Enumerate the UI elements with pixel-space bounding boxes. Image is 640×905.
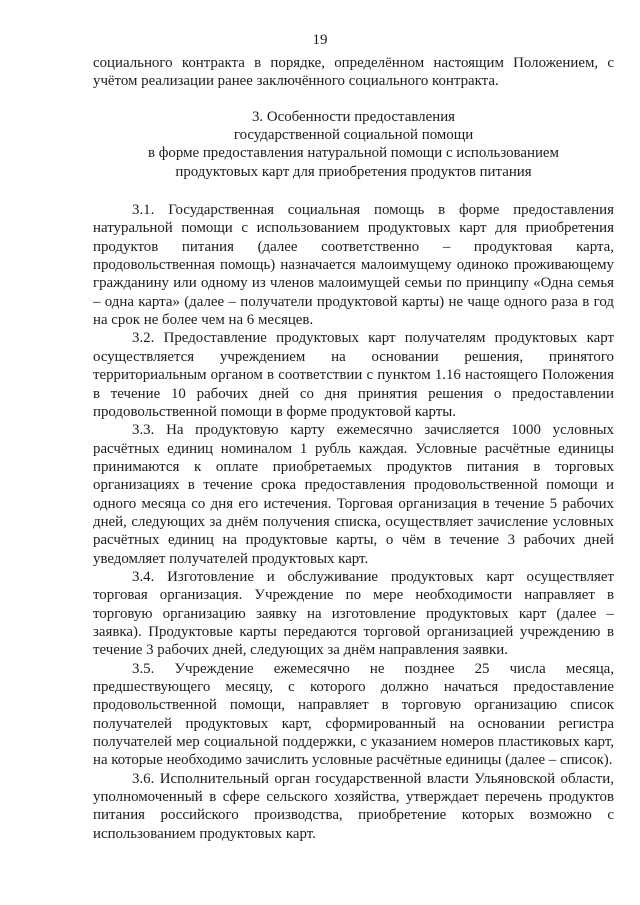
heading-line: в форме предоставления натуральной помощи с использованием — [148, 145, 559, 162]
paragraph-3-1: 3.1. Государственная социальная помощь в форме предоставления натуральной помощи с использованием продуктовых карт для приобретения продуктов питания (далее соответственно – продуктовая карта, продовольственная помощь) назначается малоимущему одиноко проживающему гражданину или одному из членов малоимущей семьи по принципу «Одна семья – одна карта» (далее – получатели продуктовой карты) не чаще одного раза в год на срок не более чем на 6 месяцев. — [93, 202, 614, 329]
paragraph-3-5: 3.5. Учреждение ежемесячно не позднее 25 числа месяца, предшествующего месяцу, с которого должно начаться предоставление продовольственной помощи, направляет в торговую организацию список получателей продуктовых карт, сформированный на основании регистра получателей мер социальной поддержки, с указанием номеров пластиковых карт, на которые необходимо зачислить условные расчётные единицы (далее – список). — [93, 660, 614, 769]
intro-paragraph: социального контракта в порядке, определённом настоящим Положением, с учётом реализации ранее заключённого социального контракта. — [93, 55, 614, 90]
heading-line: продуктовых карт для приобретения продуктов питания — [175, 163, 532, 180]
paragraph-3-6: 3.6. Исполнительный орган государственной власти Ульяновской области, уполномоченный в сфере сельского хозяйства, утверждает перечень продуктов питания российского производства, приобретение которых возможно с использованием продуктовых карт. — [93, 770, 614, 842]
paragraph-3-3: 3.3. На продуктовую карту ежемесячно зачисляется 1000 условных расчётных единиц номиналом 1 рубль каждая. Условные расчётные единицы принимаются к оплате приобретаемых продуктов питания в торговых организациях в течение срока предоставления продовольственной помощи и одного месяца со дня его истечения. Торговая организация в течение 5 рабочих дней, следующих за днём получения списка, осуществляет зачисление условных расчётных единиц на продуктовые карты, о чём в течение 3 рабочих дней уведомляет получателей продуктовых карт. — [93, 422, 614, 567]
page-body — [93, 54, 614, 843]
paragraph-3-2: 3.2. Предоставление продуктовых карт получателям продуктовых карт осуществляется учреждением на основании решения, принятого территориальным органом в соответствии с пунктом 1.16 настоящего Положения в течение 10 рабочих дней со дня принятия решения о предоставлении продовольственной помощи в форме продуктовой карты. — [93, 330, 614, 420]
heading-line: 3. Особенности предоставления — [251, 108, 456, 125]
paragraph-3-4: 3.4. Изготовление и обслуживание продуктовых карт осуществляет торговая организация. Учреждение по мере необходимости направляет в торговую организацию заявку на изготовление продуктовых карт (далее – заявка). Продуктовые карты передаются торговой организацией учреждению в течение 3 рабочих дней, следующих за днём направления заявки. — [93, 568, 614, 659]
heading-line: государственной социальной помощи — [233, 127, 474, 144]
section-heading — [93, 108, 614, 181]
page-number: 19 — [312, 32, 328, 48]
